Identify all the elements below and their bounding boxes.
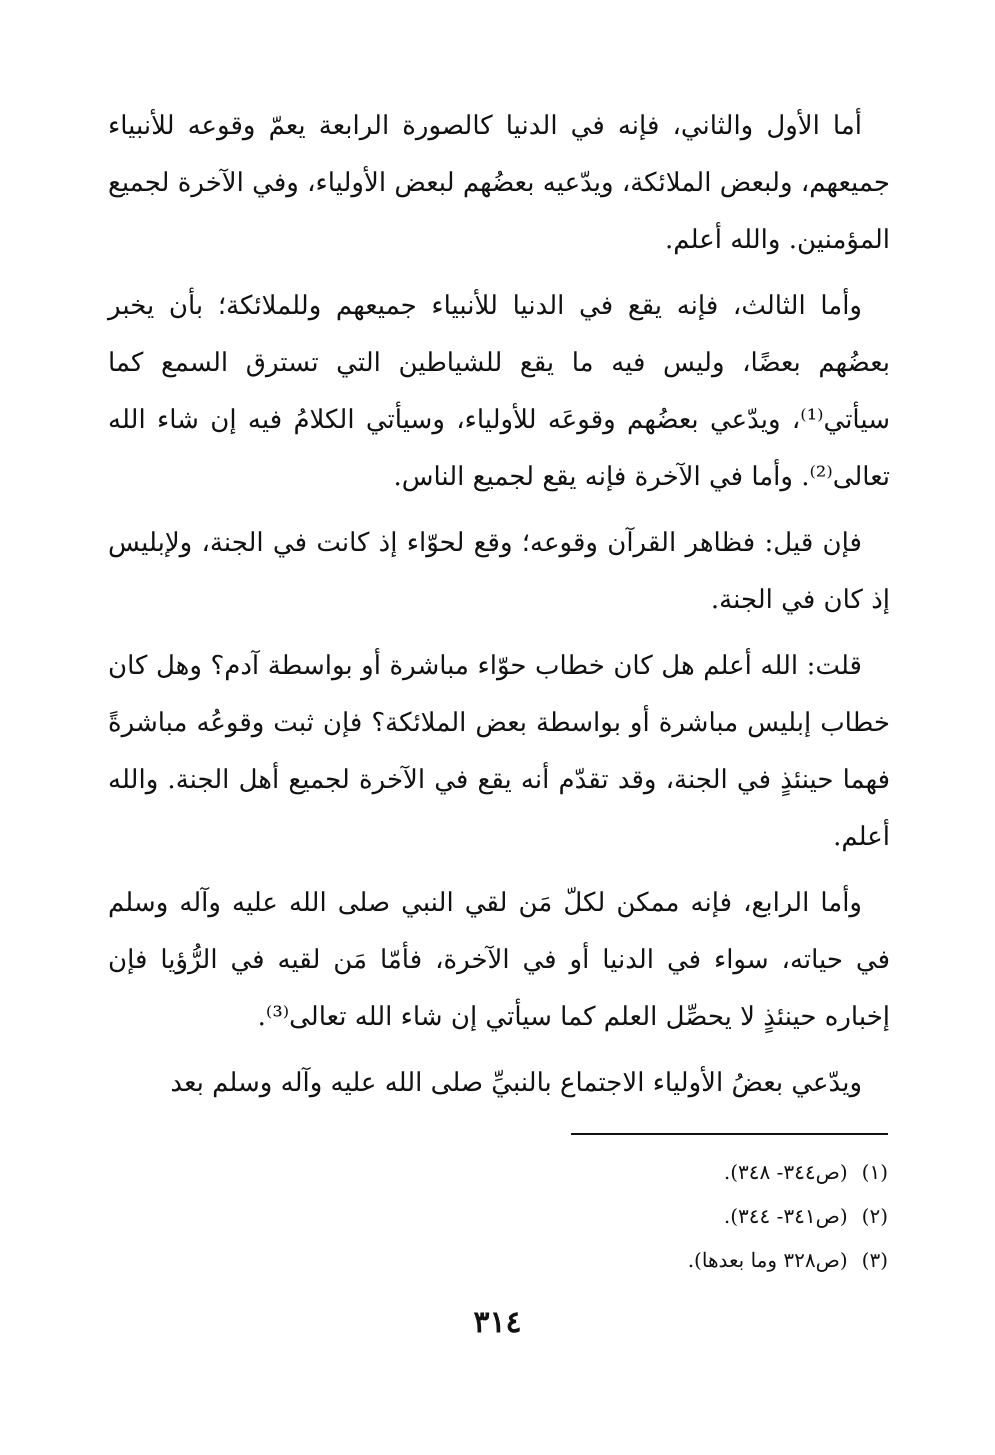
footnotes [400, 1150, 888, 1282]
paragraph-3: فإن قيل: فظاهر القرآن وقوعه؛ وقع لحوّاء إذ كانت في الجنة، ولإبليس إذ كان في الجنة. [108, 528, 890, 615]
main-text [108, 98, 890, 1121]
paragraph-4: قلت: الله أعلم هل كان خطاب حوّاء مباشرة أو بواسطة آدم؟ وهل كان خطاب إبليس مباشرة أو بواسطة بعض الملائكة؟ فإن ثبت وقوعُه مباشرةً فهما حينئذٍ في الجنة، وقد تقدّم أنه يقع في الآخرة لجميع أهل الجنة. والله أعلم. [108, 651, 890, 852]
footnote-number: (٣) [861, 1248, 888, 1272]
paragraph-5: وأما الرابع، فإنه ممكن لكلّ مَن لقي النبي صلى الله عليه وآله وسلم في حياته، سواء في الدنيا أو في الآخرة، فأمّا مَن لقيه في الرُّؤيا فإن إخباره حينئذٍ لا يحصِّل العلم كما سيأتي إن شاء الله تعالى⁽³⁾. [108, 888, 890, 1032]
paragraph-1: أما الأول والثاني، فإنه في الدنيا كالصورة الرابعة يعمّ وقوعه للأنبياء جميعهم، ولبعض الملائكة، ويدّعيه بعضُهم لبعض الأولياء، وفي الآخرة لجميع المؤمنين. والله أعلم. [108, 111, 890, 255]
footnote-text: (ص٣٤١- ٣٤٤). [723, 1204, 848, 1228]
page-number: ٣١٤ [473, 1305, 522, 1340]
paragraph-2: وأما الثالث، فإنه يقع في الدنيا للأنبياء جميعهم وللملائكة؛ بأن يخبر بعضُهم بعضًا، وليس فيه ما يقع للشياطين التي تسترق السمع كما سيأتي⁽¹⁾، ويدّعي بعضُهم وقوعَه للأولياء، وسيأتي الكلامُ فيه إن شاء الله تعالى⁽²⁾. وأما في الآخرة فإنه يقع لجميع الناس. [108, 291, 890, 492]
footnote-number: (١) [861, 1160, 888, 1184]
paragraph-6: ويدّعي بعضُ الأولياء الاجتماع بالنبيِّ صلى الله عليه وآله وسلم بعد [170, 1068, 862, 1098]
footnote-text: (ص٣٢٨ وما بعدها). [687, 1248, 848, 1272]
footnote-number: (٢) [861, 1204, 888, 1228]
footnote-2 [400, 1194, 888, 1238]
footnote-divider [571, 1133, 888, 1135]
footnote-1 [400, 1150, 888, 1194]
footnote-3 [400, 1238, 888, 1282]
footnote-text: (ص٣٤٤- ٣٤٨). [723, 1160, 848, 1184]
